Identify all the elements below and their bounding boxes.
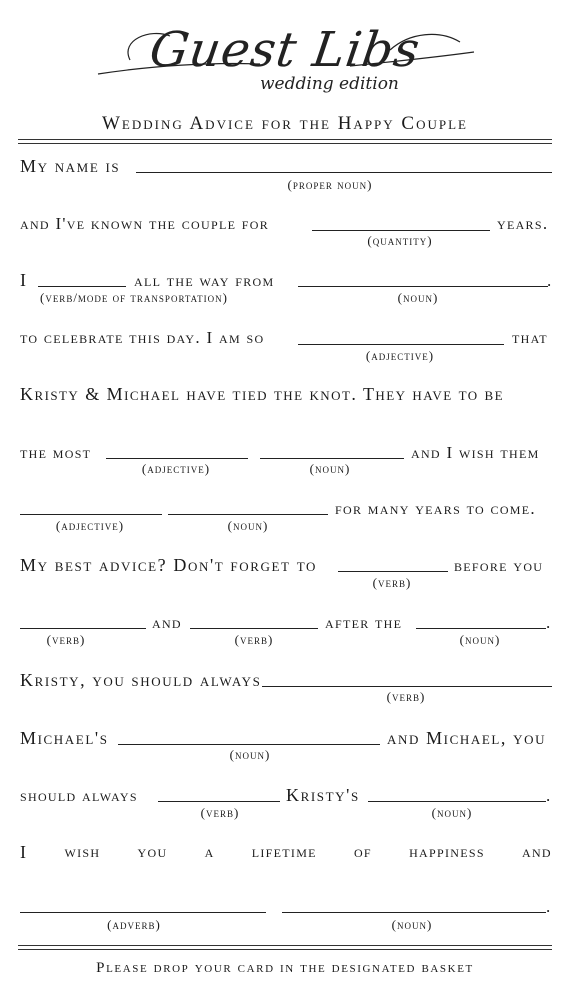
line13-words <box>20 842 552 862</box>
hint-verb-3: (verb) <box>234 632 274 647</box>
blank-noun-origin[interactable] <box>298 286 548 287</box>
line14-period: . <box>546 897 552 916</box>
blank-noun-4[interactable] <box>118 744 380 745</box>
line12-text-before: should always <box>20 786 138 805</box>
blank-adjective-3[interactable] <box>20 514 162 515</box>
line13-word: lifetime <box>251 842 317 861</box>
line10-text-before: Kristy, you should always <box>20 670 262 690</box>
blank-verb-transport[interactable] <box>38 286 126 287</box>
hint-noun-4: (noun) <box>229 747 271 762</box>
hint-noun-6: (noun) <box>391 917 433 932</box>
hint-verb-transport: (verb/mode of transportation) <box>39 290 229 305</box>
line9-text-and: and <box>152 613 182 632</box>
line3-text-from: all the way from <box>134 271 275 290</box>
hint-noun-3: (noun) <box>459 632 501 647</box>
hint-noun-origin: (noun) <box>397 290 439 305</box>
line1-text: My name is <box>20 156 121 176</box>
line3-text-i: I <box>20 270 28 290</box>
line5-text <box>20 384 552 404</box>
hint-noun-1: (noun) <box>309 461 351 476</box>
blank-adjective-2[interactable] <box>106 458 248 459</box>
line2-text-before: and I've known the couple for <box>20 214 269 233</box>
hint-noun-2: (noun) <box>227 518 269 533</box>
hint-adjective-1: (adjective) <box>365 348 435 363</box>
line13-word: and <box>522 842 552 861</box>
hint-adverb: (adverb) <box>107 917 161 932</box>
line8-text-before: My best advice? Don't forget to <box>20 555 317 575</box>
line11-text-after: and Michael, you <box>387 728 547 748</box>
hint-verb-4: (verb) <box>386 689 426 704</box>
hint-verb-5: (verb) <box>200 805 240 820</box>
line12-text-mid: Kristy's <box>286 785 360 805</box>
line6-text-before: the most <box>20 443 92 462</box>
blank-adjective-1[interactable] <box>298 344 504 345</box>
line13-word: happiness <box>409 842 485 861</box>
blank-verb-4[interactable] <box>262 686 552 687</box>
hint-verb-2: (verb) <box>46 632 86 647</box>
blank-noun-2[interactable] <box>168 514 328 515</box>
blank-noun-3[interactable] <box>416 628 546 629</box>
line3-period: . <box>547 271 553 290</box>
hint-adjective-2: (adjective) <box>141 461 211 476</box>
heading-rule-top <box>18 139 552 140</box>
line7-text-after: for many years to come. <box>335 499 536 518</box>
hint-verb-1: (verb) <box>372 575 412 590</box>
line8-text-after: before you <box>454 556 544 575</box>
logo-title: Guest Libs <box>146 22 424 78</box>
line13-word: a <box>204 842 215 861</box>
hint-proper-noun: (proper noun) <box>287 177 373 192</box>
logo-subtitle: wedding edition <box>260 74 399 94</box>
blank-adverb[interactable] <box>20 912 266 913</box>
blank-quantity[interactable] <box>312 230 490 231</box>
footer-rule-top <box>18 945 552 946</box>
blank-verb-5[interactable] <box>158 801 280 802</box>
blank-verb-2[interactable] <box>20 628 146 629</box>
footer-rule-bottom <box>18 949 552 950</box>
blank-verb-3[interactable] <box>190 628 318 629</box>
blank-noun-5[interactable] <box>368 801 546 802</box>
line12-period: . <box>546 786 552 805</box>
line6-text-after: and I wish them <box>411 443 540 462</box>
line5-sentence: Kristy & Michael have tied the knot. They have to be <box>20 384 505 404</box>
line13-word: you <box>137 842 168 861</box>
hint-adjective-3: (adjective) <box>55 518 125 533</box>
line11-text-before: Michael's <box>20 728 109 748</box>
heading-rule-bottom <box>18 143 552 144</box>
line13-word: of <box>353 842 372 861</box>
card-heading: Wedding Advice for the Happy Couple <box>102 113 468 134</box>
line4-text-before: to celebrate this day. I am so <box>20 328 265 347</box>
line4-text-after: that <box>512 328 548 347</box>
line9-period: . <box>546 613 552 632</box>
line9-text-after: after the <box>325 613 403 632</box>
guest-libs-logo <box>90 22 480 110</box>
line2-text-after: years. <box>497 214 549 233</box>
blank-noun-1[interactable] <box>260 458 404 459</box>
hint-quantity: (quantity) <box>367 233 433 248</box>
line13-word: wish <box>64 842 101 861</box>
line13-word: I <box>20 842 28 862</box>
blank-verb-1[interactable] <box>338 571 448 572</box>
hint-noun-5: (noun) <box>431 805 473 820</box>
blank-noun-6[interactable] <box>282 912 546 913</box>
footer-instruction: Please drop your card in the designated basket <box>96 960 474 976</box>
blank-proper-noun[interactable] <box>136 172 552 173</box>
